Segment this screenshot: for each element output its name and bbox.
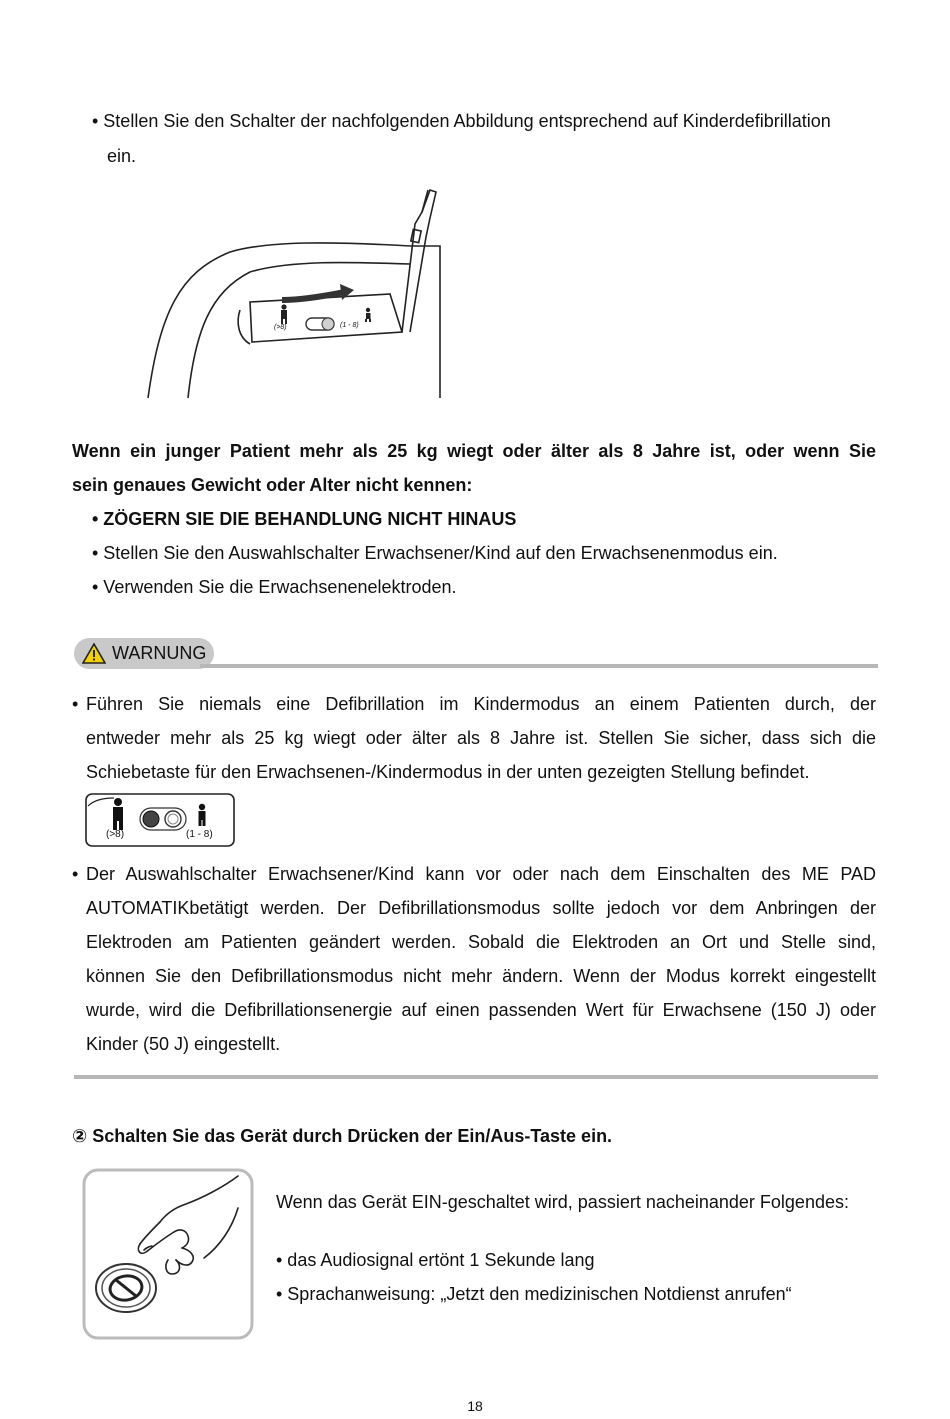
page-number: 18	[467, 1398, 483, 1414]
warning-bullet-1-line: Führen Sie niemals eine Defibrillation im Kindermodus an einem Patienten durch, der	[86, 694, 876, 714]
device-switch-figure	[140, 182, 450, 404]
step-2-item: • das Audiosignal ertönt 1 Sekunde lang	[276, 1250, 595, 1270]
warning-bullet-2-line: wurde, wird die Defibrillationsenergie auf einen passenden Wert für Erwachsene (150 J) oder	[86, 1000, 876, 1020]
switch-adult-label: (>8)	[106, 829, 125, 840]
warning-label: WARNUNG	[112, 643, 207, 663]
condition-bullet-2: • Stellen Sie den Auswahlschalter Erwachsener/Kind auf den Erwachsenenmodus ein.	[92, 543, 778, 563]
intro-line-1: • Stellen Sie den Schalter der nachfolgenden Abbildung entsprechend auf Kinderdefibrillation	[92, 111, 831, 131]
figure-adult-label: (>8)	[274, 324, 287, 331]
condition-bullet-3: • Verwenden Sie die Erwachsenenelektroden.	[92, 577, 457, 597]
intro-line-2: ein.	[107, 146, 137, 166]
step-2-item: • Sprachanweisung: „Jetzt den medizinischen Notdienst anrufen“	[276, 1284, 792, 1304]
condition-bullet-1: • ZÖGERN SIE DIE BEHANDLUNG NICHT HINAUS	[92, 509, 517, 529]
warning-badge	[74, 638, 214, 669]
warning-bullet-2-line: AUTOMATIKbetätigt werden. Der Defibrillationsmodus sollte jedoch vor dem Anbringen der	[86, 898, 876, 918]
condition-line-2: sein genaues Gewicht oder Alter nicht kennen:	[72, 475, 473, 495]
warning-bullet-1-dot: •	[72, 694, 79, 714]
warning-bullet-2-dot: •	[72, 864, 79, 884]
warning-top-rule	[200, 664, 878, 668]
power-button-illustration	[82, 1168, 254, 1340]
warning-triangle-icon	[82, 643, 106, 664]
warning-bullet-1-line: Schiebetaste für den Erwachsenen-/Kindermodus in der unten gezeigten Stellung befindet.	[86, 762, 810, 782]
warning-bullet-2-text	[86, 857, 876, 1061]
warning-bottom-rule	[74, 1075, 878, 1079]
switch-child-label: (1 - 8)	[186, 829, 213, 840]
warning-bullet-2-line: können Sie den Defibrillationsmodus nicht mehr ändern. Wenn der Modus korrekt eingestellt	[86, 966, 876, 986]
warning-bullet-1-text	[86, 687, 876, 789]
warning-bullet-1-line: entweder mehr als 25 kg wiegt oder älter als 8 Jahre ist. Stellen Sie sicher, dass sich die	[86, 728, 876, 748]
figure-child-label: (1 - 8)	[340, 322, 359, 329]
warning-bullet-2-line: Kinder (50 J) eingestellt.	[86, 1034, 281, 1054]
step-2-intro: Wenn das Gerät EIN-geschaltet wird, passiert nacheinander Folgendes:	[276, 1192, 849, 1212]
warning-bullet-2-line: Elektroden am Patienten geändert werden. Sobald die Elektroden an Ort und Stelle sind,	[86, 932, 876, 952]
warning-bullet-2-line: Der Auswahlschalter Erwachsener/Kind kann vor oder nach dem Einschalten des ME PAD	[86, 864, 876, 884]
condition-line-1: Wenn ein junger Patient mehr als 25 kg wiegt oder älter als 8 Jahre ist, oder wenn Sie	[72, 441, 876, 461]
step-2-heading: ② Schalten Sie das Gerät durch Drücken der Ein/Aus-Taste ein.	[72, 1126, 613, 1146]
